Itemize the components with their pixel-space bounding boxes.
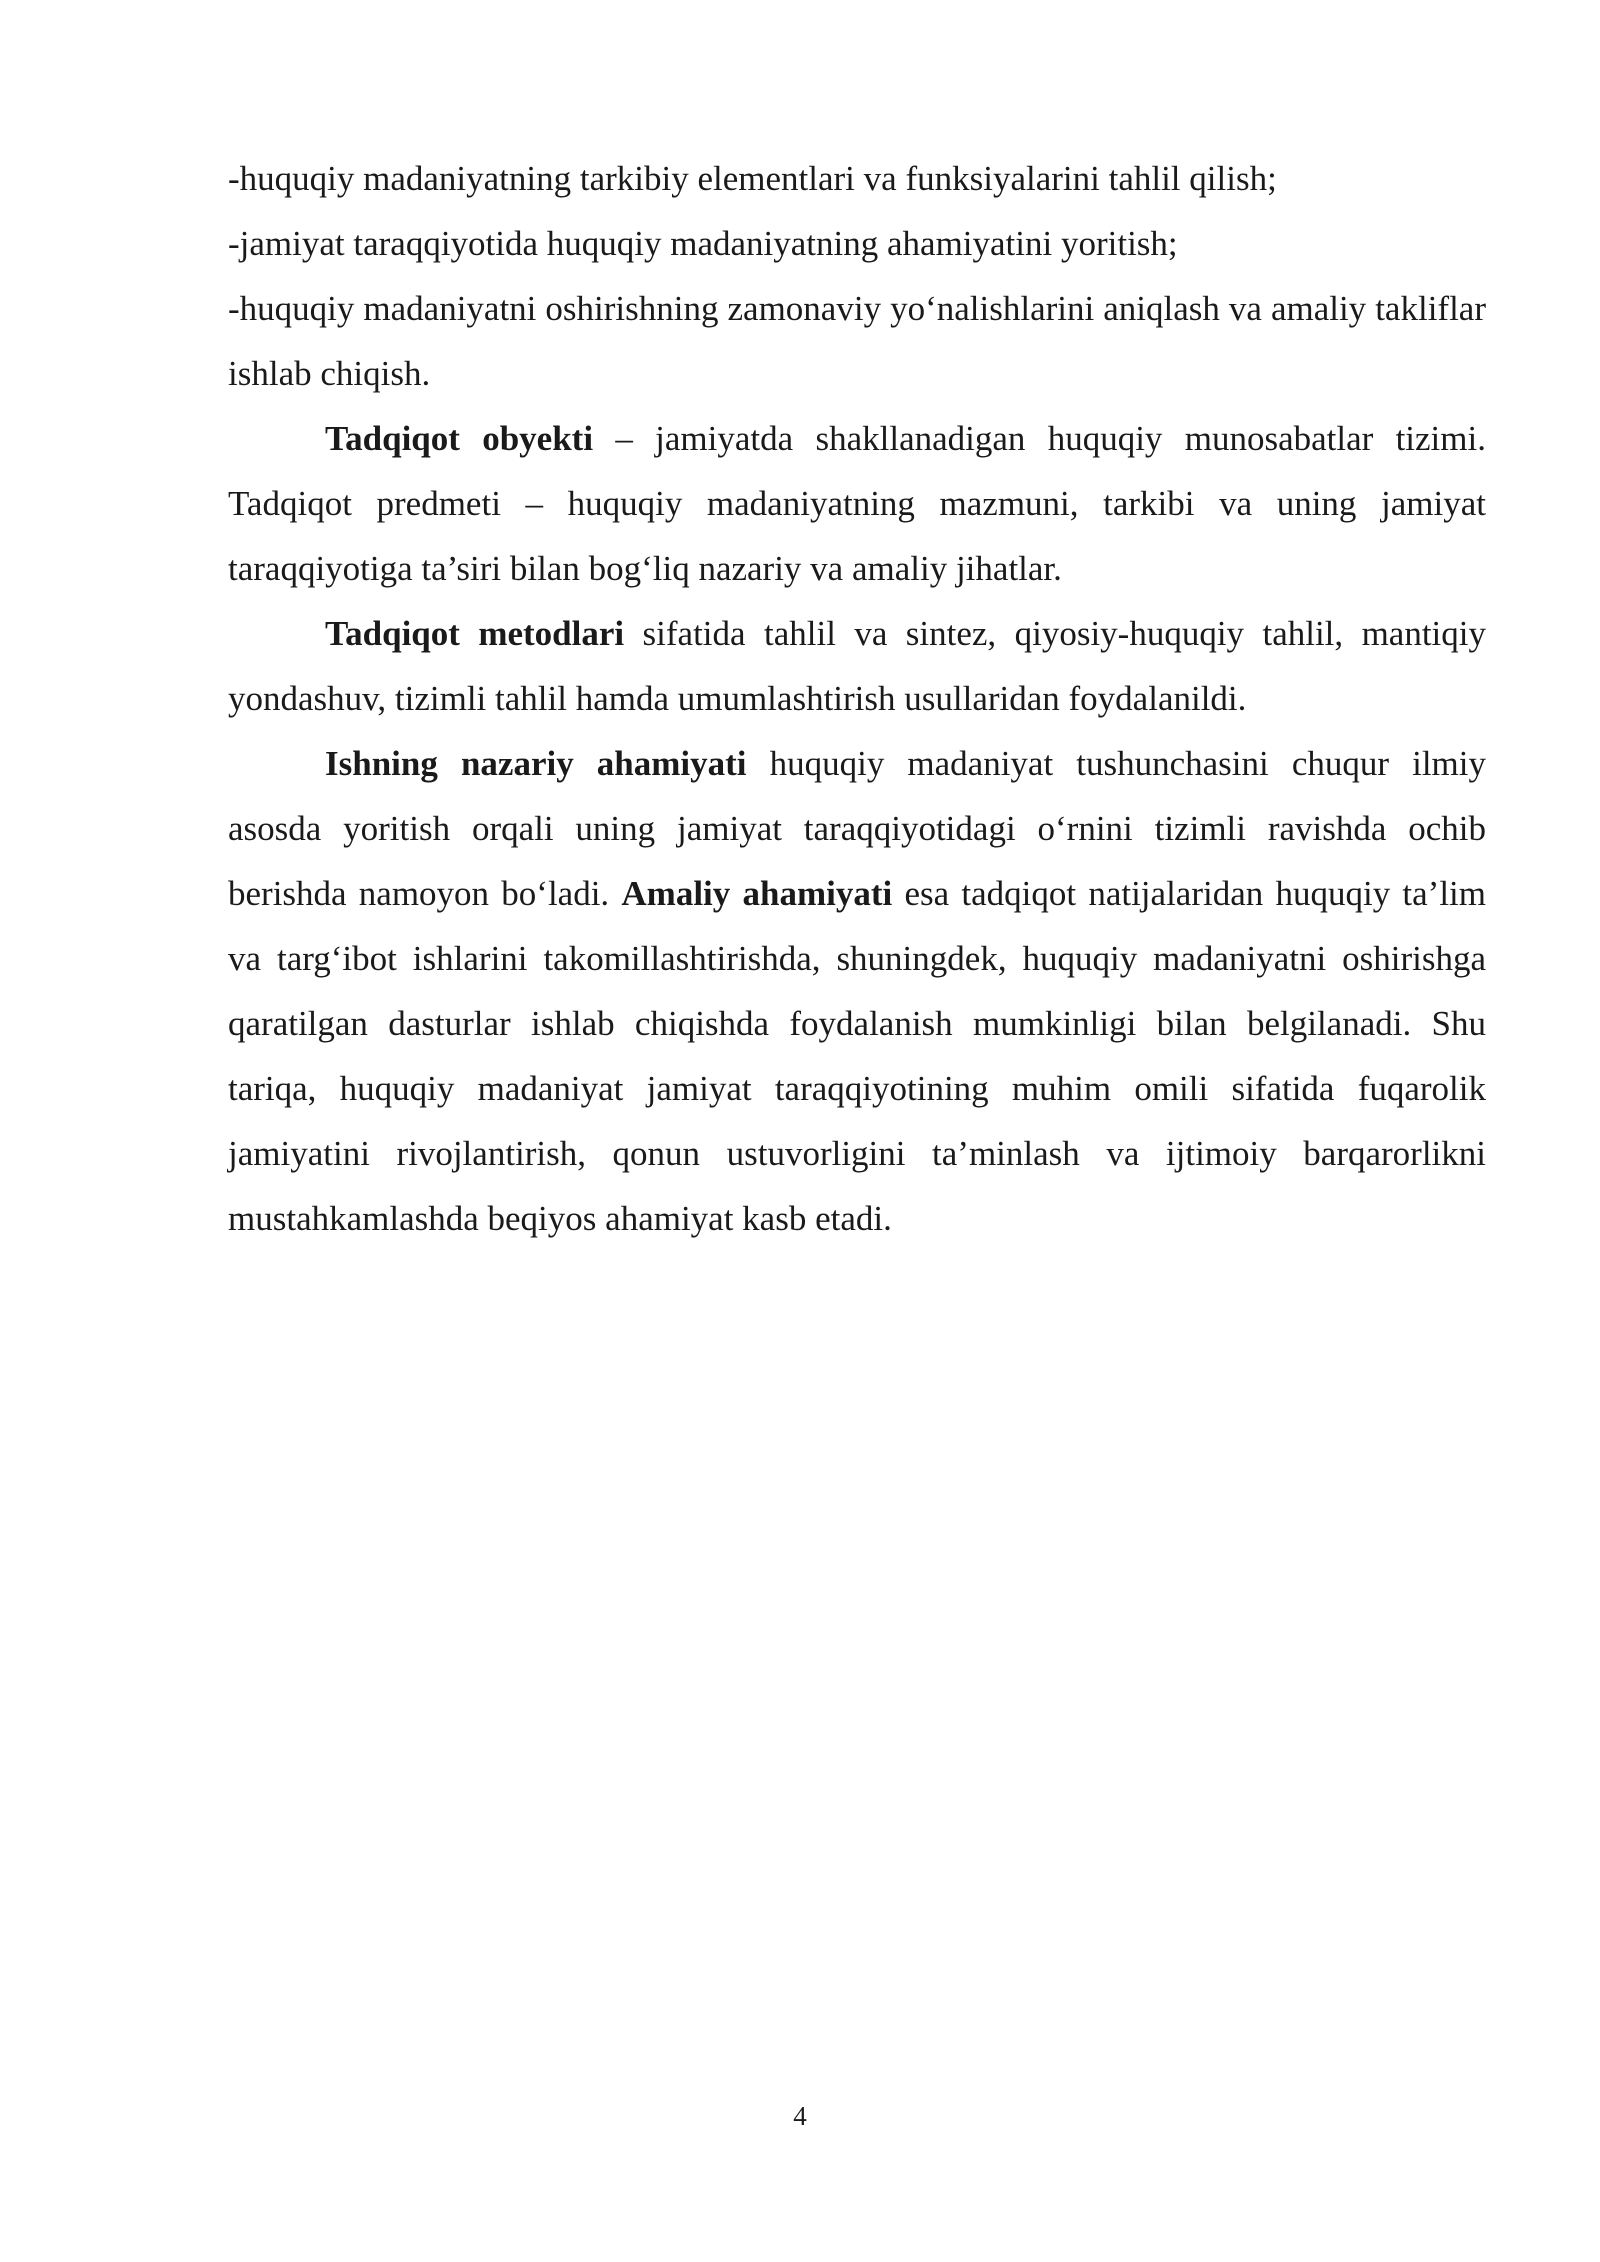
task-list-item: -jamiyat taraqqiyotida huquqiy madaniyatning ahamiyatini yoritish; — [228, 224, 1178, 263]
body-text — [228, 146, 1486, 1251]
task-list-item: -huquqiy madaniyatning tarkibiy elementlari va funksiyalarini tahlil qilish; — [228, 159, 1277, 198]
research-methods-paragraph — [228, 601, 1486, 731]
theoretical-significance-text: huquqiy madaniyat tushunchasini chuqur ilmiy asosda yoritish orqali uning jamiyat taraqqiyotidagi o‘rnini tizimli ravishda ochib berishda namoyon bo‘ladi. — [228, 744, 1486, 913]
significance-paragraph — [228, 731, 1486, 1251]
theoretical-significance-heading: Ishning nazariy ahamiyati — [325, 744, 747, 783]
task-list-item: -huquqiy madaniyatni oshirishning zamonaviy yo‘nalishlarini aniqlash va amaliy takliflar ishlab chiqish. — [228, 289, 1486, 393]
research-object-paragraph — [228, 406, 1486, 601]
practical-significance-heading: Amaliy ahamiyati — [621, 874, 893, 913]
research-methods-heading: Tadqiqot metodlari — [325, 614, 625, 653]
page-number: 4 — [793, 2101, 807, 2131]
practical-significance-text: esa tadqiqot natijalaridan huquqiy ta’lim va targ‘ibot ishlarini takomillashtirishda, shuningdek, huquqiy madaniyatni oshirishga qaratilgan dasturlar ishlab chiqishda foydalanish mumkinligi bilan belgilanadi. Shu tariqa, huquqiy madaniyat jamiyat taraqqiyotining muhim omili sifatida fuqarolik jamiyatini rivojlantirish, qonun ustuvorligini ta’minlash va ijtimoiy barqarorlikni mustahkamlashda beqiyos ahamiyat kasb etadi. — [228, 874, 1487, 1238]
research-object-text: – jamiyatda shakllanadigan huquqiy munosabatlar tizimi. Tadqiqot predmeti – huquqiy madaniyatning mazmuni, tarkibi va uning jamiyat taraqqiyotiga ta’siri bilan bog‘liq nazariy va amaliy jihatlar. — [228, 419, 1486, 588]
research-object-heading: Tadqiqot obyekti — [325, 419, 594, 458]
research-methods-text: sifatida tahlil va sintez, qiyosiy-huquqiy tahlil, mantiqiy yondashuv, tizimli tahlil hamda umumlashtirish usullaridan foydalanildi. — [228, 614, 1486, 718]
